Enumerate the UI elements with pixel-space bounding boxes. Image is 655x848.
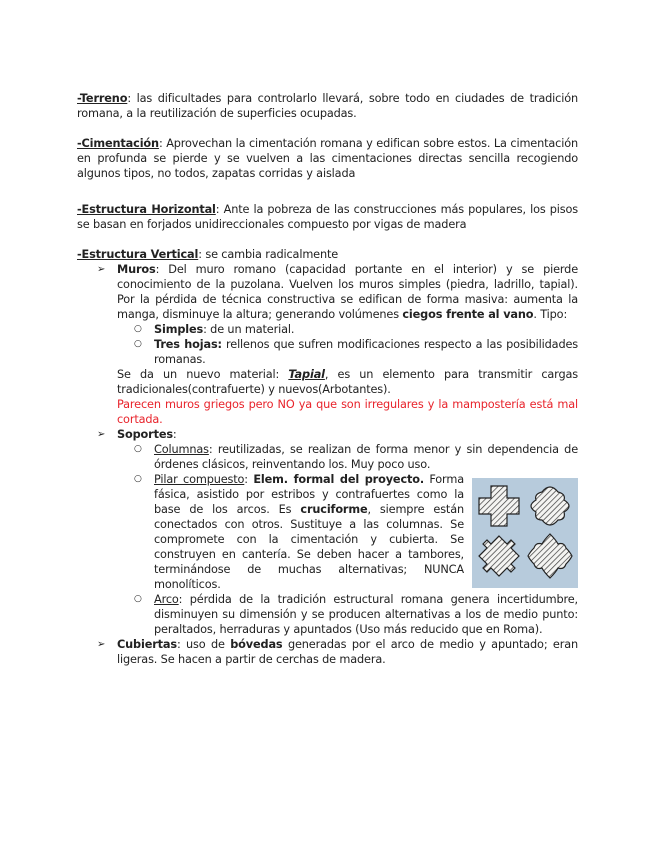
cubiertas-text-2: generadas por el arco de medio y apuntado; eran ligeras. Se hacen a partir de cerchas de madera. — [117, 638, 578, 666]
tres-hojas-item — [77, 337, 578, 367]
arrow-bullet-icon: ➢ — [97, 429, 106, 440]
vertical-label: -Estructura Vertical — [77, 248, 199, 261]
columnas-label: Columnas — [154, 443, 209, 456]
circle-bullet-icon: ○ — [134, 474, 142, 484]
tapial-pre: Se da un nuevo material: — [117, 368, 289, 381]
document-page — [77, 91, 578, 667]
horizontal-label: -Estructura Horizontal — [77, 203, 216, 216]
circle-bullet-icon: ○ — [134, 324, 142, 334]
cruciform-pillars-figure — [472, 478, 578, 588]
cubiertas-bold: bóvedas — [230, 638, 283, 651]
cimentacion-text: : Aprovechan la cimentación romana y edifican sobre estos. La cimentación en profunda se pierde y se vuelven a las cimentaciones directas sencilla recogiendo algunos tipos, no todos, zapatas corridas y aislada — [77, 137, 578, 180]
tapial-post: , es un elemento para transmitir cargas tradicionales(contrafuerte) y nuevos(Arbotantes). — [117, 368, 578, 396]
horizontal-text: : Ante la pobreza de las construcciones más populares, los pisos se basan en forjados unidireccionales compuesto por vigas de madera — [77, 203, 578, 231]
simples-label: Simples — [154, 323, 204, 336]
red-note: Parecen muros griegos pero NO ya que son irregulares y la mampostería está mal cortada. — [117, 398, 578, 426]
simples-text: : de un material. — [203, 323, 295, 336]
cross-section-shape — [479, 486, 519, 526]
arrow-bullet-icon: ➢ — [97, 639, 106, 650]
cimentacion-label: -Cimentación — [77, 137, 159, 150]
circle-bullet-icon: ○ — [134, 594, 142, 604]
simples-item — [77, 322, 578, 337]
tapial-paragraph — [77, 367, 578, 397]
muros-text: : Del muro romano (capacidad portante en el interior) y se pierde conocimiento de la puzolana. Vuelven los muros simples (piedra, ladrillo, tapial). Por la pérdida de técnica constructiva se edifican de forma masiva: aumenta la manga, disminuye la altura; generando volúmenes — [117, 263, 578, 321]
terreno-paragraph — [77, 91, 578, 121]
pilar-bold: Elem. formal del proyecto. — [253, 473, 424, 486]
pilar-colon: : — [244, 473, 254, 486]
pilar-text-1: Forma fásica, asistido por estribos y contrafuertes como la base de los arcos. Es — [154, 473, 464, 516]
terreno-text: : las dificultades para controlarlo llevará, sobre todo en ciudades de tradición romana, a la reutilización de superficies ocupadas. — [77, 92, 578, 120]
soportes-colon: : — [172, 428, 177, 441]
circle-bullet-icon: ○ — [134, 339, 142, 349]
cubiertas-text-1: : uso de — [176, 638, 231, 651]
tres-hojas-label: Tres hojas: — [154, 338, 222, 351]
pilar-bold-cruciforme: cruciforme — [300, 503, 368, 516]
pillar-sections-drawing — [472, 478, 578, 588]
pilar-item — [77, 472, 578, 592]
terreno-label: -Terreno — [77, 92, 128, 105]
muros-bold: ciegos frente al vano — [402, 308, 534, 321]
cimentacion-paragraph — [77, 136, 578, 181]
arco-item — [77, 592, 578, 637]
vertical-text: : se cambia radicalmente — [198, 248, 339, 261]
lobed-diamond-section-shape — [528, 534, 572, 578]
pilar-label: Pilar compuesto — [154, 473, 245, 486]
vertical-heading — [77, 247, 578, 262]
soportes-label: Soportes — [117, 428, 173, 441]
muros-label: Muros — [117, 263, 156, 276]
muros-item — [77, 262, 578, 322]
stepped-diamond-section-shape — [479, 536, 519, 576]
columnas-item — [77, 442, 578, 472]
arco-label: Arco — [154, 593, 179, 606]
columnas-text: : reutilizadas, se realizan de forma menor y sin dependencia de órdenes clásicos, reinventando los. Muy poco uso. — [154, 443, 578, 471]
arrow-bullet-icon: ➢ — [97, 264, 106, 275]
soportes-item — [77, 427, 578, 442]
cubiertas-label: Cubiertas — [117, 638, 177, 651]
tres-hojas-text: rellenos que sufren modificaciones respecto a las posibilidades romanas. — [154, 338, 578, 366]
muros-text-tipo: . Tipo: — [533, 308, 568, 321]
horizontal-paragraph — [77, 202, 578, 232]
lobed-cross-section-shape — [531, 487, 569, 525]
circle-bullet-icon: ○ — [134, 444, 142, 454]
arco-text: : pérdida de la tradición estructural romana genera incertidumbre, disminuyen su dimensión y se producen alternativas a los de medio punto: peraltados, herraduras y apuntados (Uso más reducido que en Roma). — [154, 593, 578, 636]
cubiertas-item — [77, 637, 578, 667]
pilar-text-2: , siempre están conectados con otros. Sustituye a las columnas. Se compromete con la cimentación y cubierta. Se construyen en cantería. Se deben hacer a tambores, terminándose de muchas alternativas; NUNCA monolíticos. — [154, 503, 464, 591]
tapial-word: Tapial — [288, 368, 325, 381]
